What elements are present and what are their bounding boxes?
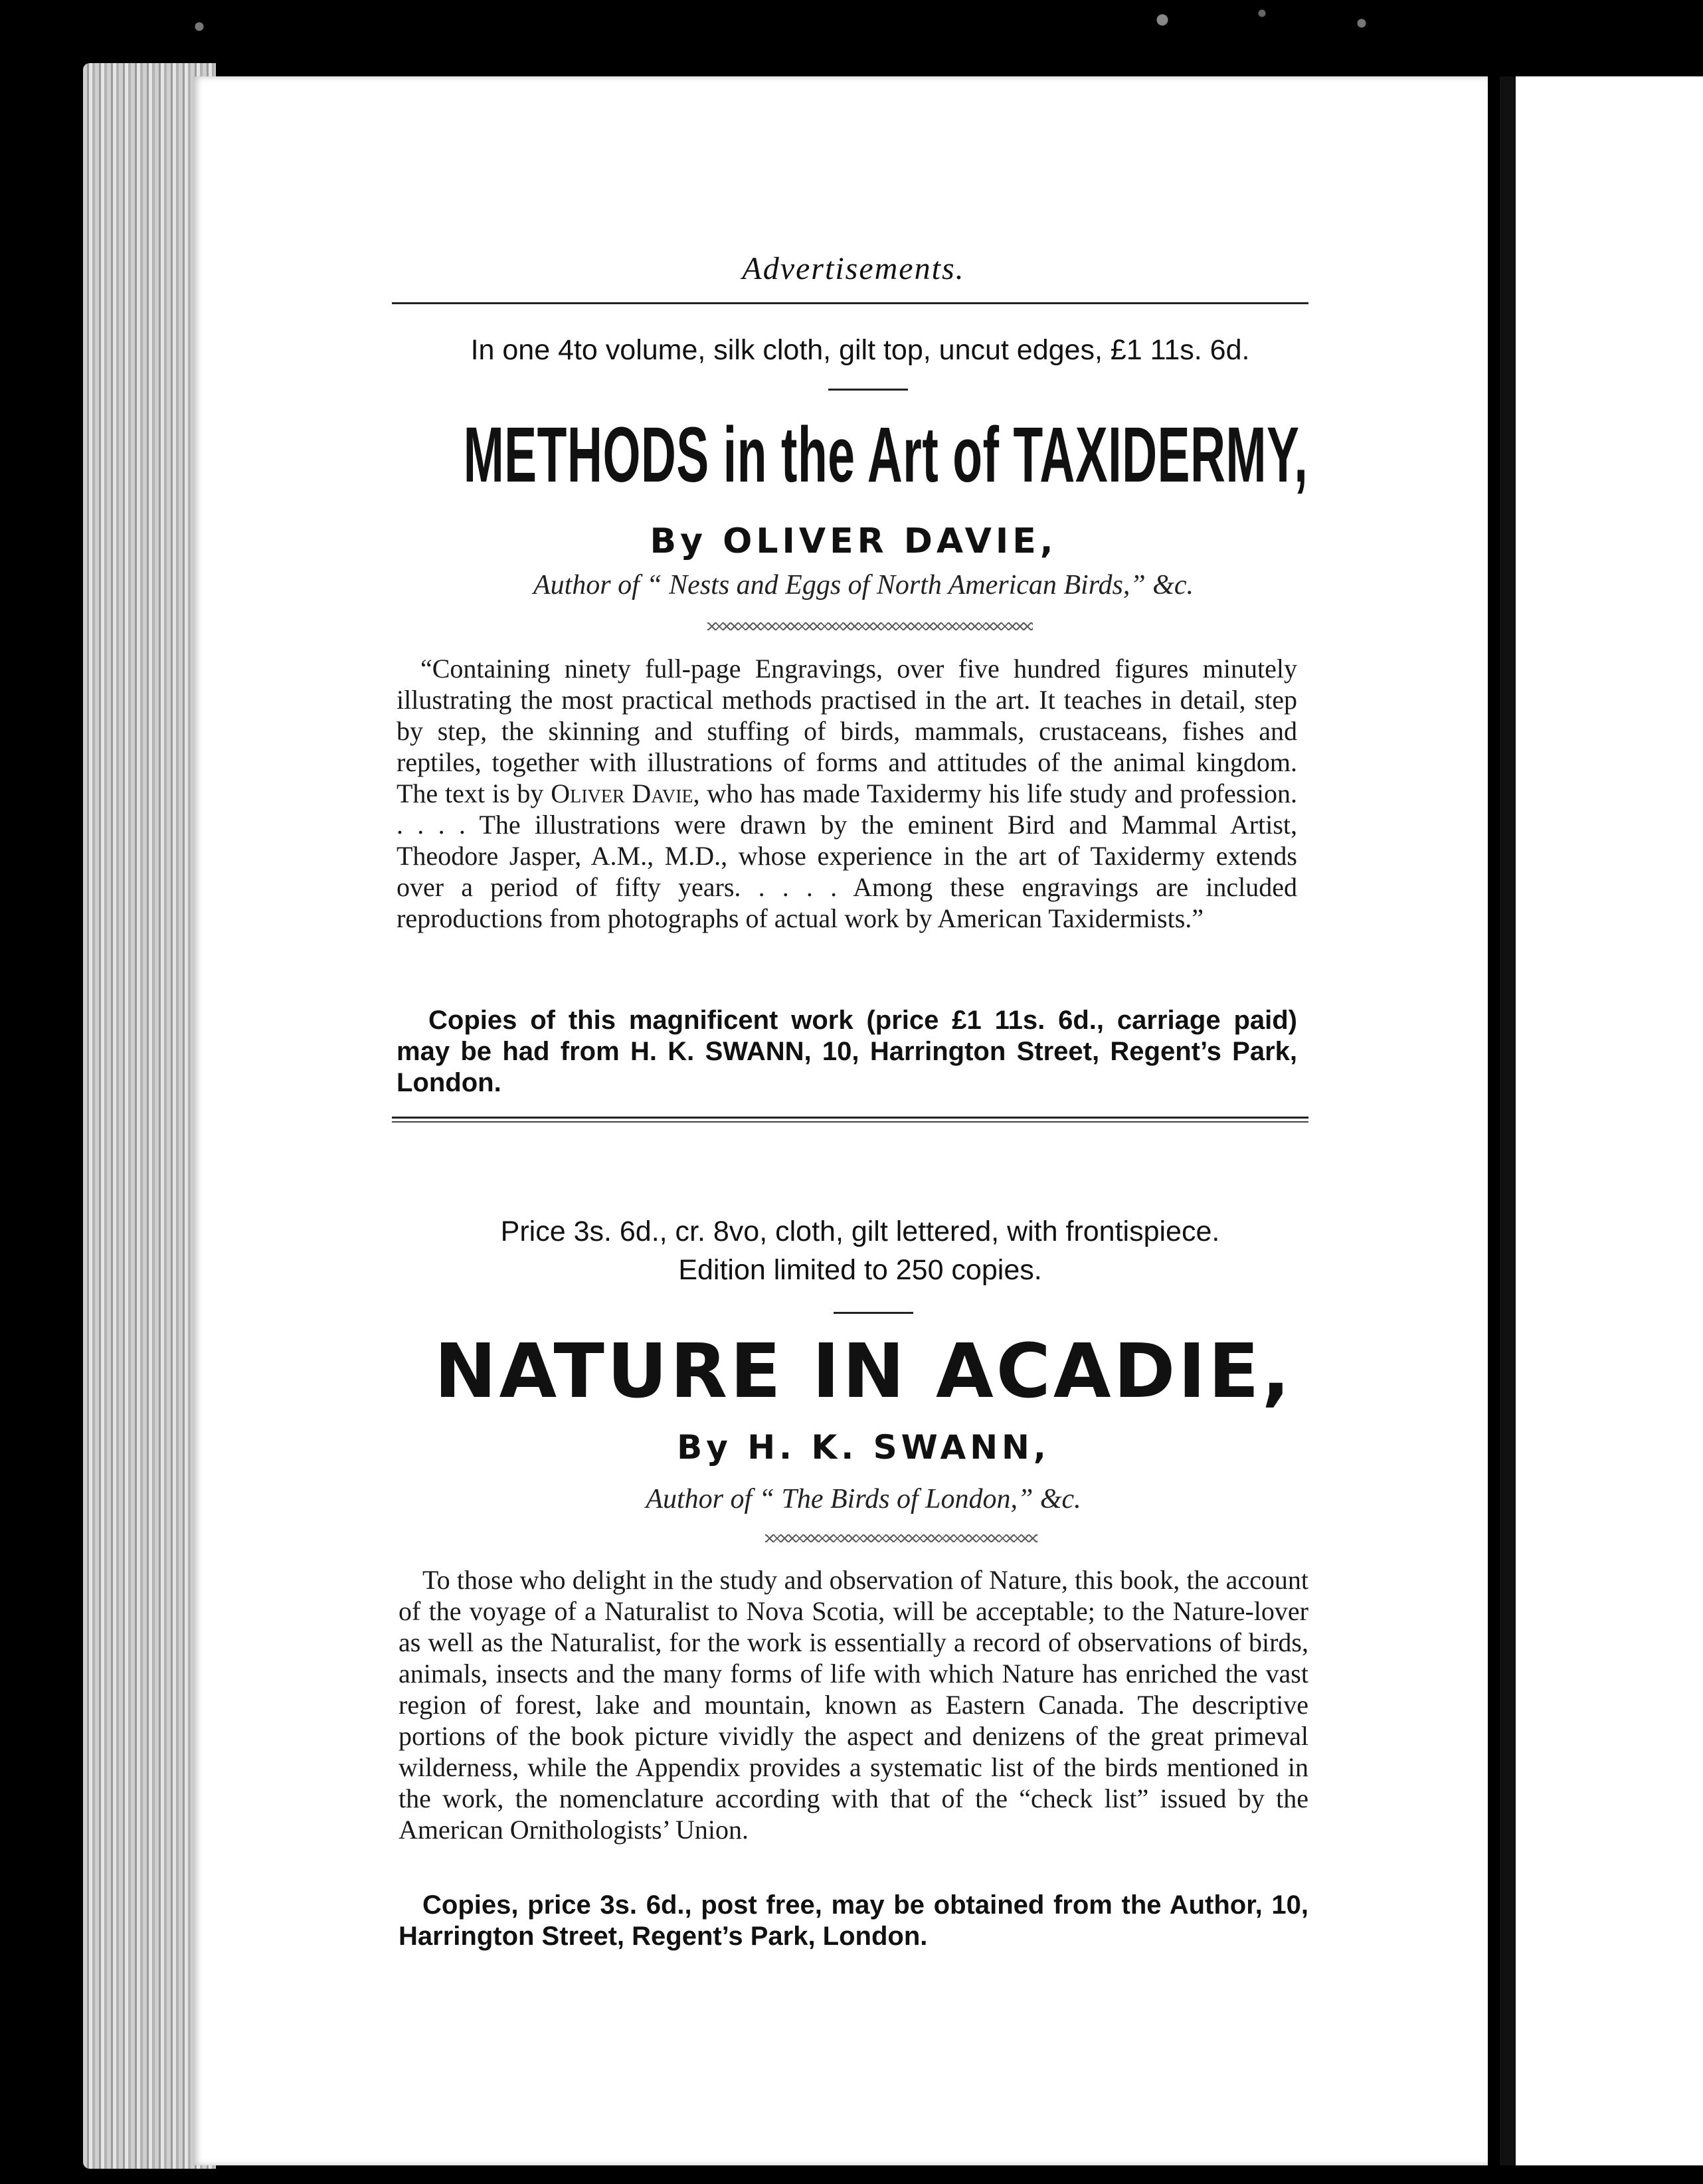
short-rule [828, 389, 908, 391]
acadie-byline: By H. K. SWANN, [677, 1428, 1050, 1467]
description-part: “Containing ninety full-page Engravings, over five hundred figures minutely illustrating the most practical methods practised in the art. It teaches in detail, step by step, the skinning and stuffing of birds, mammals, crustaceans, fishes and reptiles, together with illustrations of forms and attitudes of the animal kingdom. The text is by [397, 654, 1297, 808]
acadie-title: NATURE IN ACADIE, [434, 1328, 1293, 1415]
wavy-ornament [707, 622, 1033, 630]
acadie-author-line: Author of “ The Birds of London,” &c. [646, 1484, 1081, 1514]
book-page [193, 76, 1488, 2165]
acadie-description [399, 1564, 1308, 1845]
taxidermy-description [397, 653, 1297, 934]
taxidermy-copies-notice: Copies of this magnificent work (price £1 11s. 6d., carriage paid) may be had from H. K. SWANN, 10, Harrington Street, Regent’s Park, London. [397, 1006, 1297, 1097]
taxidermy-title: METHODS in the Art of TAXIDERMY, [463, 411, 1308, 499]
acadie-price-text: Price 3s. 6d., cr. 8vo, cloth, gilt lettered, with frontispiece. [500, 1216, 1220, 1247]
running-head: Advertisements. [742, 251, 965, 286]
next-page-edge [1500, 76, 1703, 2165]
author-name-small-caps: Oliver Davie [551, 778, 693, 808]
acadie-edition-text: Edition limited to 250 copies. [678, 1254, 1042, 1286]
acadie-description-text: To those who delight in the study and observation of Nature, this book, the account of the voyage of a Naturalist to Nova Scotia, will be acceptable; to the Nature-lover as well as the Naturalist, for the work is essentially a record of observations of birds, animals, insects and the many forms of life with which Nature has enriched the vast region of forest, lake and mountain, known as Eastern Canada. The descriptive portions of the book picture vividly the aspect and denizens of the great primeval wilderness, while the Appendix provides a systematic list of the birds mentioned in the work, the nomenclature according with that of the “check list” issued by the American Ornithologists’ Union. [399, 1565, 1308, 1845]
short-rule [834, 1312, 913, 1314]
wavy-ornament [765, 1534, 1037, 1542]
description-part: , who has made Taxidermy his life study and profession. . . . . The illustrations were drawn by the eminent Bird and Mammal Artist, Theodore Jasper, A.M., M.D., whose experience in the art of Taxidermy extends over a period of fifty years. . . . . Among these engravings are included reproductions from photographs of actual work by American Taxidermists.” [397, 778, 1297, 933]
scan-border-specks [0, 0, 1703, 73]
taxidermy-price-line: In one 4to volume, silk cloth, gilt top, uncut edges, £1 11s. 6d. [470, 334, 1250, 366]
taxidermy-author-line: Author of “ Nests and Eggs of North American Birds,” &c. [533, 570, 1194, 600]
acadie-price-line [193, 1212, 1488, 1289]
acadie-copies-notice: Copies, price 3s. 6d., post free, may be obtained from the Author, 10, Harrington Street, Regent’s Park, London. [399, 1890, 1308, 1951]
taxidermy-byline: By OLIVER DAVIE, [650, 521, 1057, 561]
header-rule [392, 302, 1308, 304]
section-divider [392, 1117, 1308, 1123]
